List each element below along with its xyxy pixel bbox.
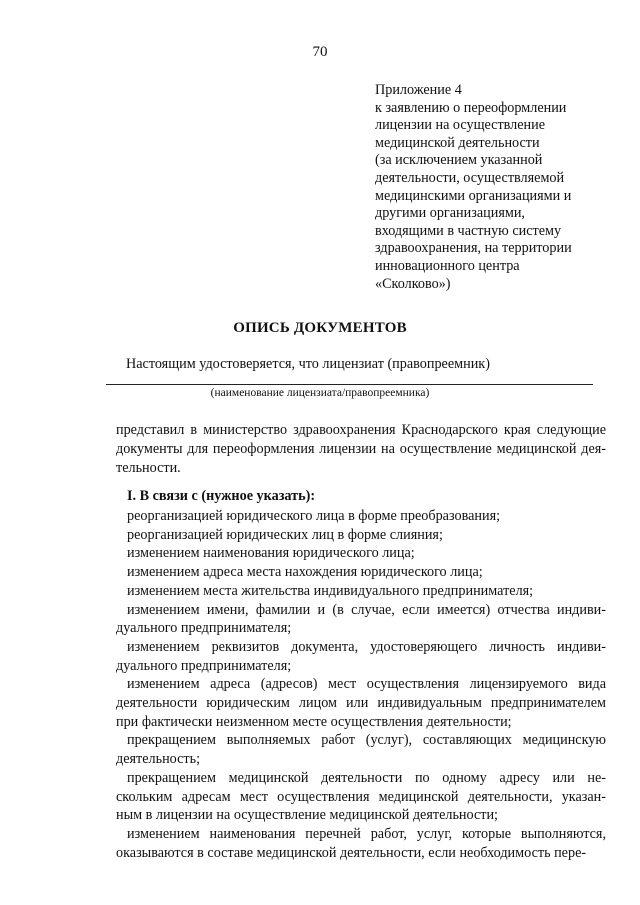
reason-item [116, 638, 606, 675]
appendix-line: к заявлению о переоформлении [375, 99, 567, 116]
reason-item [116, 825, 606, 862]
reason-item [116, 731, 606, 768]
fill-line-caption: (наименование лицензиата/правопреемника) [210, 387, 430, 399]
appendix-block [375, 82, 615, 293]
appendix-line: лицензии на осуществление [375, 117, 546, 134]
reason-item-line: деятельность; [116, 751, 201, 768]
page-number: 70 [312, 44, 328, 60]
appendix-line: здравоохранения, на территории [375, 240, 572, 257]
document-title: ОПИСЬ ДОКУМЕНТОВ [233, 320, 407, 336]
certify-text: Настоящим удостоверяется, что лицензиат (правопреемник) [126, 356, 490, 372]
reason-item [116, 582, 606, 601]
reason-item-line: ным в лицензии на осуществление медицинской деятельности; [116, 807, 499, 824]
reason-item-line: оказываются в составе медицинской деятельности, если необходимость пере- [116, 844, 587, 861]
reason-item-line: изменением реквизитов документа, удостоверяющего личность индиви- [127, 638, 606, 655]
reason-item-line: деятельности юридическим лицом или индивидуальным предпринимателем [116, 695, 606, 712]
reason-item [116, 563, 606, 582]
reason-item-line: скольким адресам мест осуществления медицинской деятельности, указан- [116, 788, 606, 805]
intro-line: тельности. [116, 460, 181, 476]
reason-item-line: реорганизацией юридических лиц в форме слияния; [127, 526, 443, 543]
reason-item-line: при фактически неизменном месте осуществления деятельности; [116, 713, 512, 730]
reason-item-line: прекращением медицинской деятельности по одному адресу или не- [127, 769, 606, 786]
appendix-line: Приложение 4 [375, 82, 462, 98]
appendix-line: медицинской деятельности [375, 134, 540, 151]
reason-item-line: изменением наименования перечней работ, услуг, которые выполняются, [127, 825, 606, 842]
licensee-fill-line [106, 384, 593, 385]
reason-item-line: изменением имени, фамилии и (в случае, если имеется) отчества индиви- [127, 601, 606, 618]
intro-line: документы для переоформления лицензии на осуществление медицинской дея- [116, 441, 606, 457]
reason-item-line: изменением места жительства индивидуального предпринимателя; [127, 582, 534, 599]
appendix-line: другими организациями, [375, 205, 525, 222]
intro-line: представил в министерство здравоохранения Краснодарского края следующие [116, 422, 606, 438]
appendix-line: деятельности, осуществляемой [375, 169, 565, 186]
appendix-line: (за исключением указанной [375, 152, 543, 169]
reason-item [116, 675, 606, 731]
reason-item-line: изменением адреса места нахождения юридического лица; [127, 564, 483, 581]
section-heading: I. В связи с (нужное указать): [127, 488, 316, 504]
appendix-line: инновационного центра [375, 257, 520, 274]
appendix-line: входящими в частную систему [375, 222, 562, 239]
reason-item-line: дуального предпринимателя; [116, 657, 292, 674]
reason-item-line: изменением наименования юридического лица; [127, 545, 415, 562]
reason-item-line: изменением адреса (адресов) мест осуществления лицензируемого вида [127, 676, 606, 693]
intro-paragraph [116, 421, 606, 478]
appendix-line: «Сколково») [375, 275, 451, 292]
reason-item-line: дуального предпринимателя; [116, 620, 292, 637]
reason-item [116, 526, 606, 545]
reason-item [116, 769, 606, 825]
reason-item [116, 544, 606, 563]
appendix-line: медицинскими организациями и [375, 187, 572, 204]
reason-item-line: прекращением выполняемых работ (услуг), составляющих медицинскую [127, 732, 606, 749]
reason-item [116, 507, 606, 526]
reason-item-line: реорганизацией юридического лица в форме преобразования; [127, 508, 501, 524]
reason-list [116, 507, 606, 862]
reason-item [116, 601, 606, 638]
